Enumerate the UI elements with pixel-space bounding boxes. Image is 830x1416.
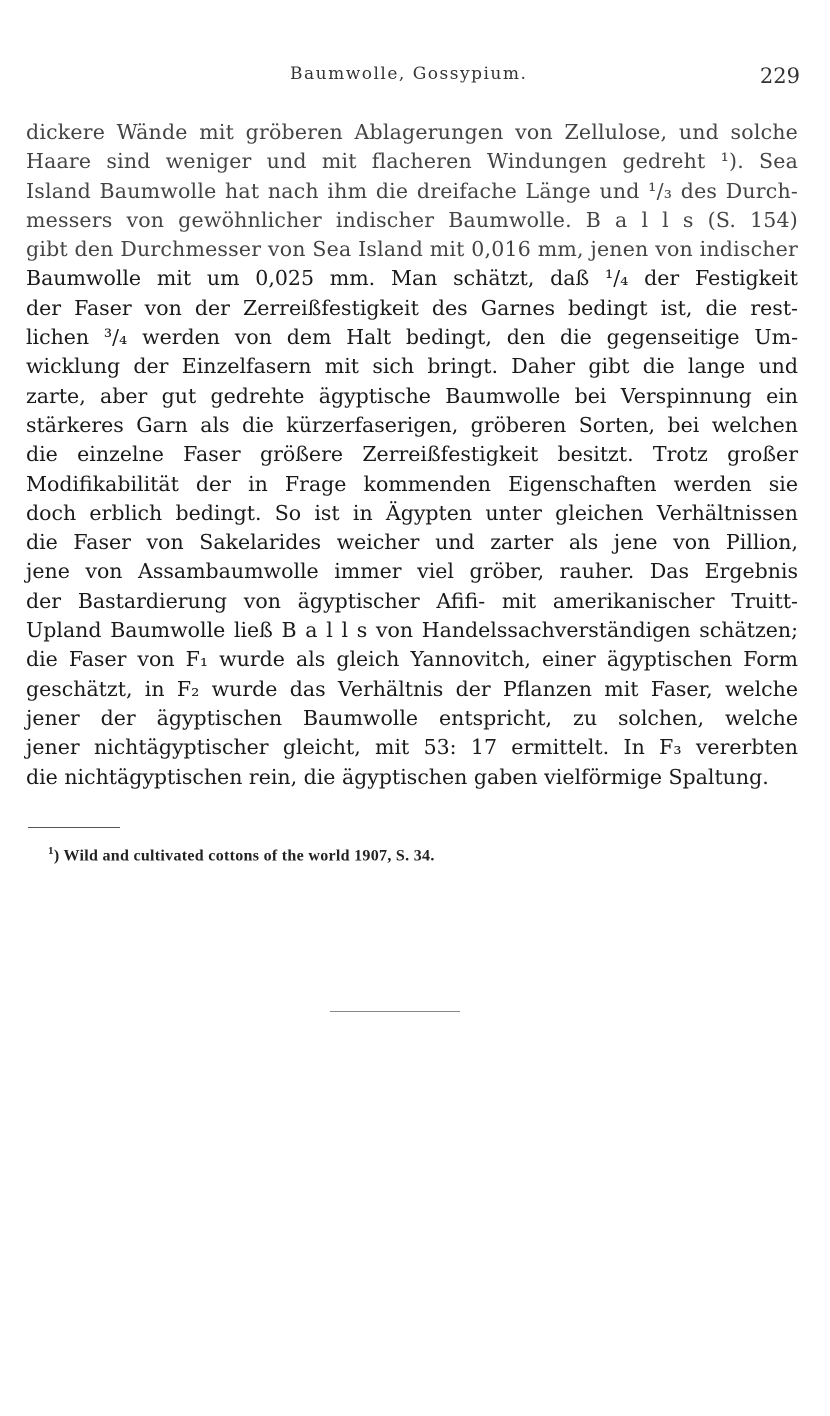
text-line: wicklung der Einzelfasern mit sich bringt. Daher gibt die lange und xyxy=(26,354,798,379)
text-line: der Bastardierung von ägyptischer Afifi- mit amerikanischer Truitt- xyxy=(26,588,798,613)
footnote-text: ) Wild and cultivated cottons of the world 1907, S. 34. xyxy=(53,847,435,865)
text-line: Modifikabilität der in Frage kommenden Eigenschaften werden sie xyxy=(26,471,798,496)
body-text xyxy=(26,118,798,792)
text-line: die nichtägyptischen rein, die ägyptischen gaben vielförmige Spaltung. xyxy=(26,764,769,789)
text-line: gibt den Durchmesser von Sea Island mit 0,016 mm, jenen von indischer xyxy=(26,237,798,262)
text-line: Island Baumwolle hat nach ihm die dreifache Länge und ¹/₃ des Durch- xyxy=(26,178,798,203)
end-rule xyxy=(330,1011,460,1012)
text-line: die einzelne Faser größere Zerreißfestigkeit besitzt. Trotz großer xyxy=(26,442,798,467)
page-number: 229 xyxy=(759,64,800,88)
text-line: Haare sind weniger und mit flacheren Windungen gedreht ¹). Sea xyxy=(26,149,798,174)
text-line: geschätzt, in F₂ wurde das Verhältnis der Pflanzen mit Faser, welche xyxy=(26,676,798,701)
text-line: jener der ägyptischen Baumwolle entspricht, zu solchen, welche xyxy=(26,705,798,730)
footnote-marker: 1 xyxy=(48,845,54,857)
running-head xyxy=(0,64,830,92)
text-line: der Faser von der Zerreißfestigkeit des Garnes bedingt ist, die rest- xyxy=(26,295,798,320)
text-line: Upland Baumwolle ließ B a l l s von Handelssachverständigen schätzen; xyxy=(26,618,798,643)
text-line: jener nichtägyptischer gleicht, mit 53: 17 ermittelt. In F₃ vererbten xyxy=(26,735,798,760)
footnote-rule xyxy=(28,827,120,828)
text-line: lichen ³/₄ werden von dem Halt bedingt, den die gegenseitige Um- xyxy=(26,325,798,350)
text-line: doch erblich bedingt. So ist in Ägypten unter gleichen Verhältnissen xyxy=(26,500,798,525)
text-line: jene von Assambaumwolle immer viel gröber, rauher. Das Ergebnis xyxy=(26,559,798,584)
text-line: die Faser von Sakelarides weicher und zarter als jene von Pillion, xyxy=(26,530,798,555)
text-line: stärkeres Garn als die kürzerfaserigen, gröberen Sorten, bei welchen xyxy=(26,412,798,437)
footnote xyxy=(48,845,435,865)
text-line: Baumwolle mit um 0,025 mm. Man schätzt, daß ¹/₄ der Festigkeit xyxy=(26,266,798,291)
text-line: dickere Wände mit gröberen Ablagerungen von Zellulose, und solche xyxy=(26,120,798,144)
text-line: die Faser von F₁ wurde als gleich Yannovitch, einer ägyptischen Form xyxy=(26,647,798,672)
text-line: zarte, aber gut gedrehte ägyptische Baumwolle bei Verspinnung ein xyxy=(26,383,798,408)
running-title: Baumwolle, Gossypium. xyxy=(290,64,528,84)
text-line: messers von gewöhnlicher indischer Baumwolle. B a l l s (S. 154) xyxy=(26,207,798,232)
